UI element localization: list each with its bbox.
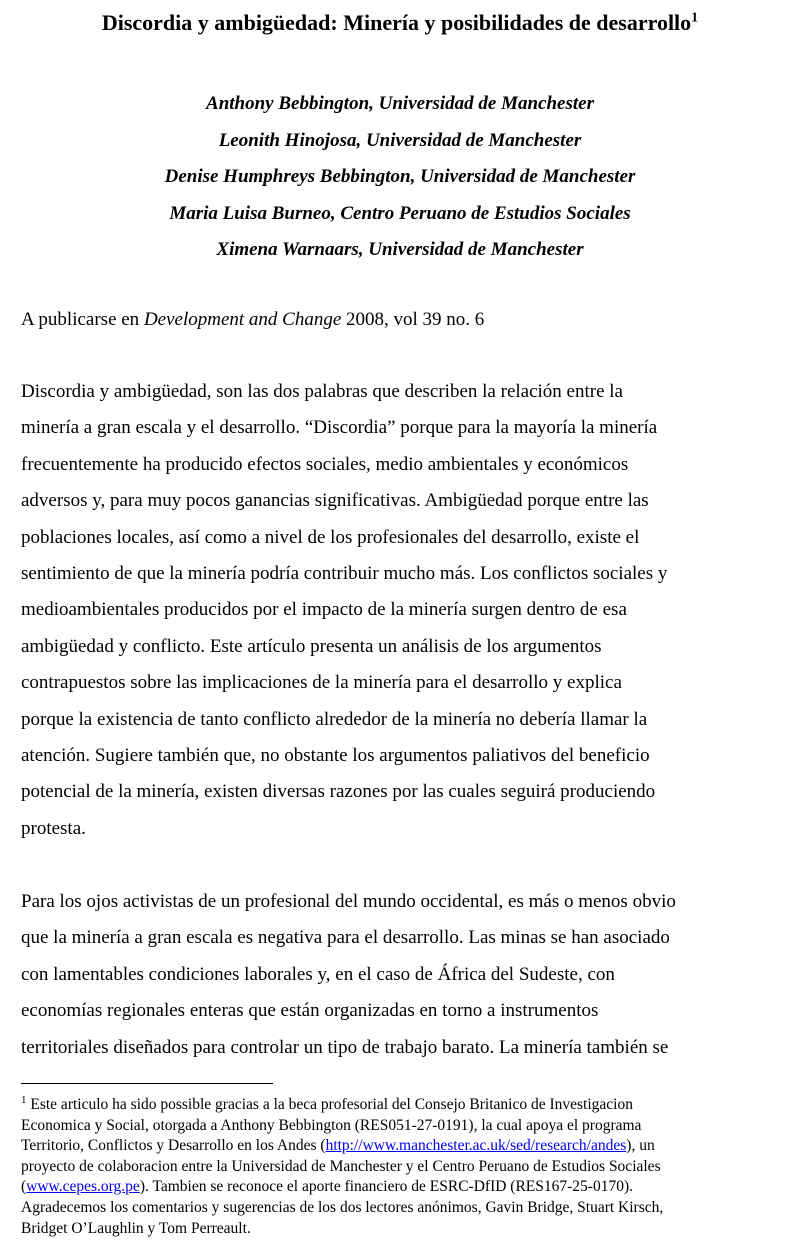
footnote-text: Este articulo ha sido possible gracias a la beca profesorial del Consejo Britanico de Investigacion: [26, 1096, 633, 1113]
text-line: protesta.: [21, 817, 86, 839]
text-line: porque la existencia de tanto conflicto alrededor de la minería no debería llamar la: [21, 708, 648, 730]
author-line: Ximena Warnaars, Universidad de Manchester: [216, 239, 584, 260]
document-title: [0, 8, 800, 38]
publication-note: [21, 304, 484, 336]
footnote-line: Bridget O’Laughlin y Tom Perreault.: [21, 1219, 251, 1237]
research-link[interactable]: http://www.manchester.ac.uk/sed/research/andes: [325, 1137, 627, 1155]
author-line: Maria Luisa Burneo, Centro Peruano de Estudios Sociales: [169, 202, 631, 224]
journal-name: Development and Change: [143, 309, 342, 330]
cepes-link[interactable]: www.cepes.org.pe: [26, 1178, 140, 1196]
author-line: Anthony Bebbington, Universidad de Manchester: [206, 93, 594, 114]
text-line: sentimiento de que la minería podría contribuir mucho más. Los conflictos sociales y: [21, 562, 668, 584]
footnote: [21, 1095, 791, 1239]
text-line: territoriales diseñados para controlar un tipo de trabajo barato. La minería también se: [21, 1036, 669, 1058]
author-line: Denise Humphreys Bebbington, Universidad de Manchester: [164, 166, 636, 187]
publication-prefix: A publicarse en: [21, 309, 144, 330]
text-line: atención. Sugiere también que, no obstante los argumentos paliativos del beneficio: [21, 744, 650, 766]
text-line: adversos y, para muy pocos ganancias significativas. Ambigüedad porque entre las: [21, 490, 649, 512]
title-footnote-marker[interactable]: 1: [691, 10, 699, 26]
text-line: poblaciones locales, así como a nivel de los profesionales del desarrollo, existe el: [21, 526, 640, 548]
footnote-line: Economica y Social, otorgada a Anthony Bebbington (RES051-27-0191), la cual apoya el programa: [21, 1116, 642, 1134]
text-line: Discordia y ambigüedad, son las dos palabras que describen la relación entre la: [21, 381, 623, 402]
text-line: economías regionales enteras que están organizadas en torno a instrumentos: [21, 1000, 599, 1022]
footnote-text: ). Tambien se reconoce el aporte financiero de ESRC-DfID (RES167-25-0170).: [139, 1178, 633, 1196]
body-paragraph: [21, 884, 791, 1066]
author-line: Leonith Hinojosa, Universidad de Manchester: [218, 129, 582, 151]
footnote-line: [21, 1136, 791, 1157]
text-line: medioambientales producidos por el impacto de la minería surgen dentro de esa: [21, 599, 627, 621]
text-line: frecuentemente ha producido efectos sociales, medio ambientales y económicos: [21, 453, 629, 475]
text-line: potencial de la minería, existen diversas razones por las cuales seguirá produciendo: [21, 781, 656, 803]
footnote-text: ), un: [626, 1137, 655, 1155]
text-line: con lamentables condiciones laborales y, en el caso de África del Sudeste, con: [21, 963, 615, 985]
abstract-paragraph: [21, 374, 791, 847]
text-line: minería a gran escala y el desarrollo. “Discordia” porque para la mayoría la minería: [21, 417, 658, 439]
text-line: Para los ojos activistas de un profesional del mundo occidental, es más o menos obvio: [21, 891, 676, 912]
footnote-line: proyecto de colaboracion entre la Universidad de Manchester y el Centro Peruano de Estudios Sociales: [21, 1157, 661, 1175]
footnote-line: [21, 1177, 791, 1198]
footnote-text: (: [21, 1178, 27, 1196]
footnote-separator: [21, 1083, 273, 1084]
footnote-text: Territorio, Conflictos y Desarrollo en los Andes (: [21, 1137, 326, 1155]
author-list: [0, 86, 800, 269]
publication-suffix: 2008, vol 39 no. 6: [341, 309, 485, 330]
title-text: Discordia y ambigüedad: Minería y posibilidades de desarrollo: [101, 10, 692, 35]
footnote-line: Agradecemos los comentarios y sugerencias de los dos lectores anónimos, Gavin Bridge, Stuart Kirsch,: [21, 1198, 664, 1216]
text-line: ambigüedad y conflicto. Este artículo presenta un análisis de los argumentos: [21, 635, 602, 657]
text-line: contrapuestos sobre las implicaciones de la minería para el desarrollo y explica: [21, 672, 622, 694]
footnote-marker: 1: [21, 1093, 27, 1106]
footnote-line: [21, 1095, 791, 1116]
text-line: que la minería a gran escala es negativa para el desarrollo. Las minas se han asociado: [21, 927, 670, 949]
